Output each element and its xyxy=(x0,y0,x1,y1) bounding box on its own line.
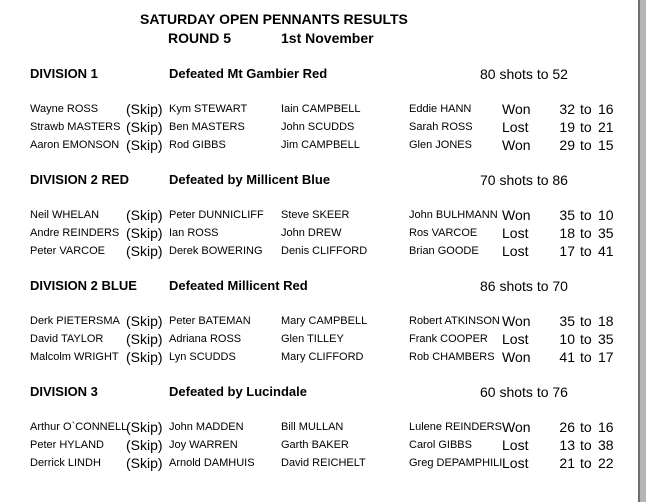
division-name: DIVISION 2 BLUE xyxy=(30,278,137,293)
skip-player: Aaron EMONSON xyxy=(30,139,120,151)
division-section xyxy=(0,384,638,484)
rink-outcome: Won xyxy=(502,137,531,153)
page-edge-shadow xyxy=(638,0,646,502)
score-against: 41 xyxy=(598,243,614,259)
score-separator: to xyxy=(580,331,592,347)
rink-outcome: Won xyxy=(502,349,531,365)
player-2: Rod GIBBS xyxy=(169,139,226,151)
player-2: John MADDEN xyxy=(169,421,244,433)
score-separator: to xyxy=(580,137,592,153)
player-3: Mary CLIFFORD xyxy=(281,351,364,363)
score-separator: to xyxy=(580,419,592,435)
score-for: 32 xyxy=(559,101,575,117)
score-for: 41 xyxy=(559,349,575,365)
player-4: John BULHMANN xyxy=(409,209,498,221)
division-score: 86 shots to 70 xyxy=(480,278,568,294)
skip-tag: (Skip) xyxy=(126,207,163,223)
skip-tag: (Skip) xyxy=(126,119,163,135)
score-separator: to xyxy=(580,101,592,117)
skip-player: Andre REINDERS xyxy=(30,227,120,239)
player-4: Rob CHAMBERS xyxy=(409,351,495,363)
player-2: Peter DUNNICLIFF xyxy=(169,209,264,221)
player-4: Glen JONES xyxy=(409,139,472,151)
skip-player: Wayne ROSS xyxy=(30,103,99,115)
division-result: Defeated Mt Gambier Red xyxy=(169,66,328,81)
score-against: 35 xyxy=(598,331,614,347)
skip-player: Malcolm WRIGHT xyxy=(30,351,119,363)
rink-row xyxy=(0,312,638,330)
rink-row xyxy=(0,118,638,136)
division-section xyxy=(0,172,638,272)
score-separator: to xyxy=(580,455,592,471)
player-3: John SCUDDS xyxy=(281,121,355,133)
player-2: Ian ROSS xyxy=(169,227,219,239)
skip-player: Derrick LINDH xyxy=(30,457,101,469)
skip-tag: (Skip) xyxy=(126,101,163,117)
rink-outcome: Lost xyxy=(502,437,529,453)
player-4: Eddie HANN xyxy=(409,103,472,115)
rink-outcome: Lost xyxy=(502,225,529,241)
player-3: Iain CAMPBELL xyxy=(281,103,361,115)
skip-tag: (Skip) xyxy=(126,313,163,329)
score-for: 10 xyxy=(559,331,575,347)
rink-outcome: Lost xyxy=(502,331,529,347)
player-4: Greg DEPAMPHILI xyxy=(409,457,503,469)
skip-tag: (Skip) xyxy=(126,437,163,453)
division-section xyxy=(0,278,638,378)
skip-tag: (Skip) xyxy=(126,225,163,241)
player-3: Bill MULLAN xyxy=(281,421,344,433)
score-against: 21 xyxy=(598,119,614,135)
score-separator: to xyxy=(580,349,592,365)
player-2: Ben MASTERS xyxy=(169,121,245,133)
rink-outcome: Won xyxy=(502,419,531,435)
player-3: Steve SKEER xyxy=(281,209,350,221)
skip-tag: (Skip) xyxy=(126,419,163,435)
rink-outcome: Lost xyxy=(502,243,529,259)
round-date: 1st November xyxy=(281,30,374,46)
score-against: 15 xyxy=(598,137,614,153)
skip-tag: (Skip) xyxy=(126,331,163,347)
score-for: 29 xyxy=(559,137,575,153)
rink-row xyxy=(0,224,638,242)
rink-row xyxy=(0,418,638,436)
player-3: Jim CAMPBELL xyxy=(281,139,360,151)
rink-row xyxy=(0,206,638,224)
player-4: Sarah ROSS xyxy=(409,121,473,133)
score-against: 17 xyxy=(598,349,614,365)
division-result: Defeated by Lucindale xyxy=(169,384,307,399)
score-separator: to xyxy=(580,437,592,453)
skip-tag: (Skip) xyxy=(126,349,163,365)
player-4: Ros VARCOE xyxy=(409,227,478,239)
division-section xyxy=(0,66,638,166)
rink-row xyxy=(0,454,638,472)
division-score: 60 shots to 76 xyxy=(480,384,568,400)
player-4: Robert ATKINSON xyxy=(409,315,500,327)
player-3: Garth BAKER xyxy=(281,439,349,451)
skip-player: Derk PIETERSMA xyxy=(30,315,120,327)
player-3: Mary CAMPBELL xyxy=(281,315,368,327)
player-3: Glen TILLEY xyxy=(281,333,344,345)
skip-player: Strawb MASTERS xyxy=(30,121,121,133)
division-name: DIVISION 3 xyxy=(30,384,98,399)
division-score: 70 shots to 86 xyxy=(480,172,568,188)
score-separator: to xyxy=(580,207,592,223)
division-score: 80 shots to 52 xyxy=(480,66,568,82)
score-for: 21 xyxy=(559,455,575,471)
skip-tag: (Skip) xyxy=(126,455,163,471)
score-separator: to xyxy=(580,313,592,329)
rink-outcome: Won xyxy=(502,313,531,329)
player-2: Derek BOWERING xyxy=(169,245,263,257)
score-for: 19 xyxy=(559,119,575,135)
player-4: Frank COOPER xyxy=(409,333,488,345)
player-4: Brian GOODE xyxy=(409,245,479,257)
division-result: Defeated Millicent Red xyxy=(169,278,308,293)
division-name: DIVISION 1 xyxy=(30,66,98,81)
rink-row xyxy=(0,100,638,118)
skip-tag: (Skip) xyxy=(126,243,163,259)
score-for: 18 xyxy=(559,225,575,241)
player-4: Carol GIBBS xyxy=(409,439,472,451)
score-for: 35 xyxy=(559,207,575,223)
player-3: David REICHELT xyxy=(281,457,366,469)
skip-player: Arthur O`CONNELL xyxy=(30,421,128,433)
skip-player: Peter VARCOE xyxy=(30,245,105,257)
score-separator: to xyxy=(580,243,592,259)
player-2: Kym STEWART xyxy=(169,103,248,115)
player-3: John DREW xyxy=(281,227,342,239)
rink-outcome: Won xyxy=(502,207,531,223)
rink-row xyxy=(0,136,638,154)
score-against: 16 xyxy=(598,101,614,117)
rink-outcome: Won xyxy=(502,101,531,117)
player-2: Adriana ROSS xyxy=(169,333,242,345)
score-for: 17 xyxy=(559,243,575,259)
player-3: Denis CLIFFORD xyxy=(281,245,368,257)
player-2: Joy WARREN xyxy=(169,439,238,451)
player-2: Arnold DAMHUIS xyxy=(169,457,255,469)
round-line xyxy=(168,30,374,46)
player-2: Peter BATEMAN xyxy=(169,315,251,327)
rink-row xyxy=(0,348,638,366)
skip-player: Peter HYLAND xyxy=(30,439,104,451)
score-against: 22 xyxy=(598,455,614,471)
score-against: 10 xyxy=(598,207,614,223)
score-against: 38 xyxy=(598,437,614,453)
rink-row xyxy=(0,330,638,348)
skip-player: Neil WHELAN xyxy=(30,209,100,221)
division-name: DIVISION 2 RED xyxy=(30,172,129,187)
division-result: Defeated by Millicent Blue xyxy=(169,172,331,187)
score-for: 35 xyxy=(559,313,575,329)
score-against: 16 xyxy=(598,419,614,435)
player-4: Lulene REINDERS xyxy=(409,421,502,433)
skip-player: David TAYLOR xyxy=(30,333,104,345)
rink-row xyxy=(0,242,638,260)
rink-outcome: Lost xyxy=(502,119,529,135)
skip-tag: (Skip) xyxy=(126,137,163,153)
score-against: 18 xyxy=(598,313,614,329)
rink-outcome: Lost xyxy=(502,455,529,471)
score-against: 35 xyxy=(598,225,614,241)
player-2: Lyn SCUDDS xyxy=(169,351,236,363)
document-title: SATURDAY OPEN PENNANTS RESULTS xyxy=(140,11,408,27)
score-separator: to xyxy=(580,225,592,241)
rink-row xyxy=(0,436,638,454)
score-separator: to xyxy=(580,119,592,135)
round-label: ROUND 5 xyxy=(168,30,232,46)
score-for: 13 xyxy=(559,437,575,453)
score-for: 26 xyxy=(559,419,575,435)
